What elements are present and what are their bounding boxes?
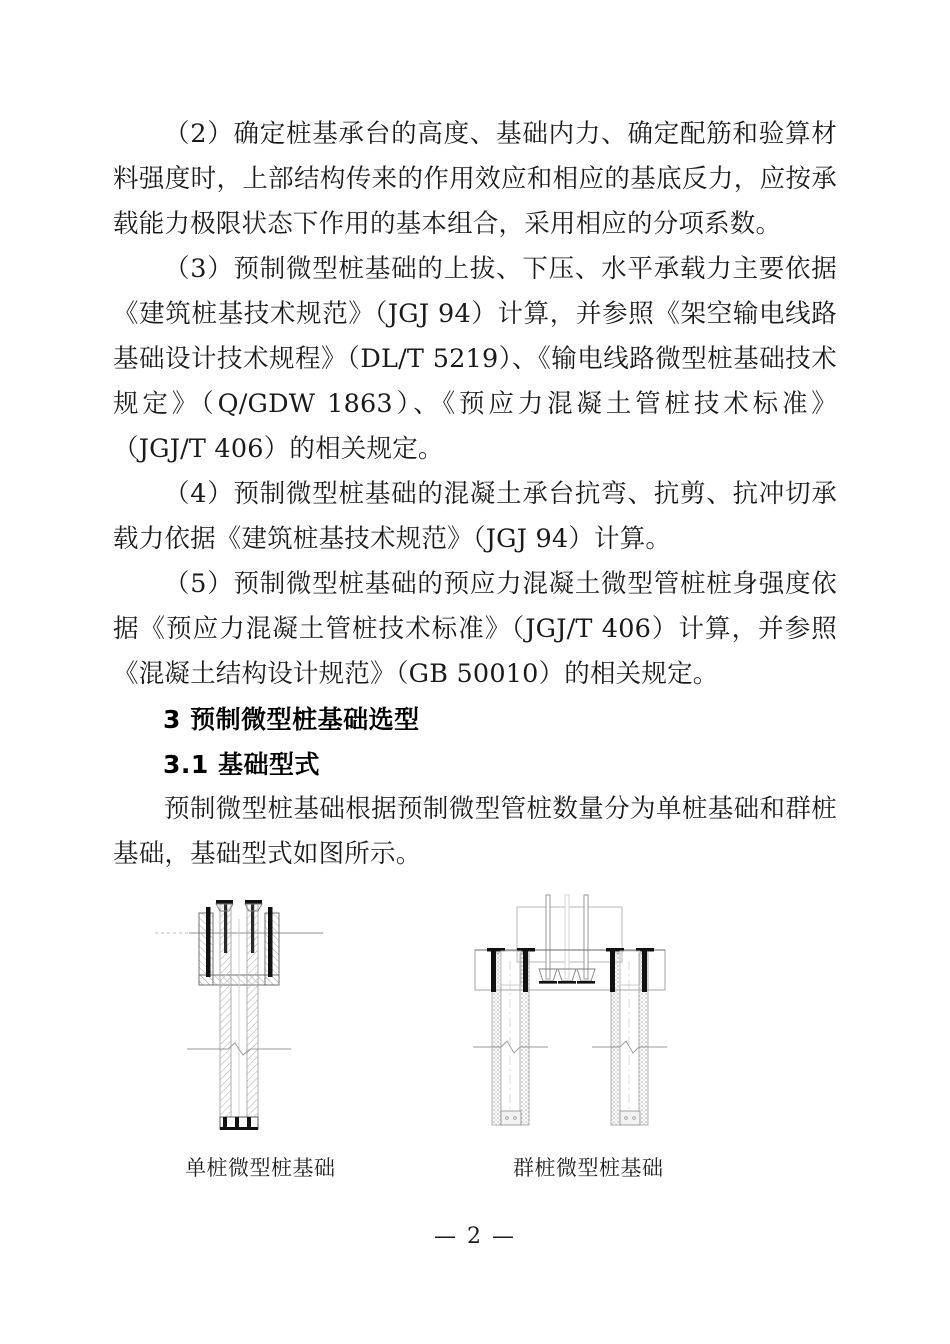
paragraph-foundation-types: 预制微型桩基础根据预制微型管桩数量分为单桩基础和群桩基础，基础型式如图所示。 [113,794,837,869]
paragraph-4: （4）预制微型桩基础的混凝土承台抗弯、抗剪、抗冲切承载力依据《建筑桩基技术规范》（JGJ 94）计算。 [113,479,837,554]
anchor-rods [546,895,588,979]
paragraph-3: （3）预制微型桩基础的上拔、下压、水平承载力主要依据《建筑桩基技术规范》（JGJ 94）计算，并参照《架空输电线路基础设计技术规程》（DL/T 5219）、《输电线路微型桩基础技术规定》（Q/GDW 1863）、《预应力混凝土管桩技术标准》（JGJ/T 406）的相关规定。 [113,254,837,464]
caption-group-pile: 群桩微型桩基础 [513,1156,664,1180]
heading-section-3-1: 3.1 基础型式 [163,750,320,779]
pile-left [473,948,548,1125]
paragraph-2: （2）确定桩基承台的高度、基础内力、确定配筋和验算材料强度时，上部结构传来的作用效应和相应的基底反力，应按承载能力极限状态下作用的基本组合，采用相应的分项系数。 [113,119,837,239]
figure-captions [113,1153,837,1187]
pile-cap-box [475,950,665,990]
group-pile-foundation-diagram [465,889,675,1151]
tower-stub-frame [517,907,622,962]
heading-section-3: 3 预制微型桩基础选型 [163,705,420,734]
figure-row [113,889,837,1149]
page-footer: — 2 — [434,1224,516,1249]
break-symbol-left [473,1041,548,1053]
single-pile-foundation-diagram [149,889,329,1151]
caption-single-pile: 单桩微型桩基础 [185,1156,336,1180]
pile-right [592,948,667,1125]
paragraph-5: （5）预制微型桩基础的预应力混凝土微型管桩桩身强度依据《预应力混凝土管桩技术标准》（JGJ/T 406）计算，并参照《混凝土结构设计规范》（GB 50010）的相关规定。 [113,569,837,689]
break-symbol-right [592,1041,667,1053]
page-content [113,112,837,1187]
pile-toe [220,1117,258,1130]
